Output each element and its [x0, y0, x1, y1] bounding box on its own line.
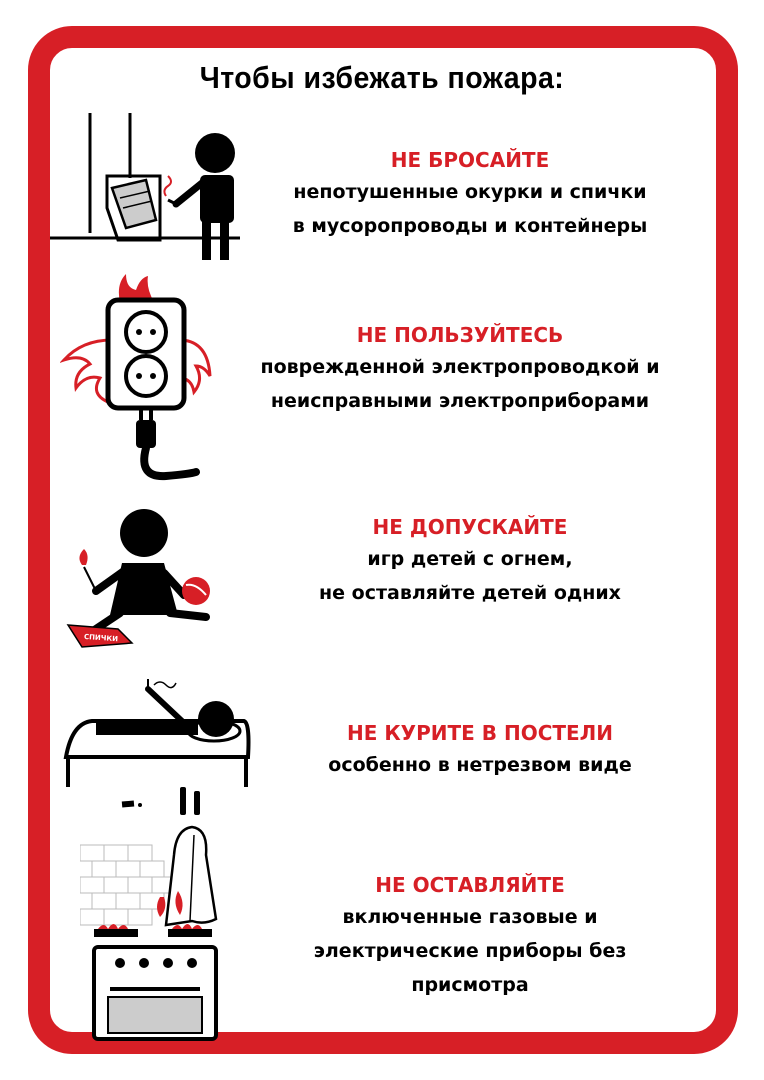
rule-2-text: поврежденной электропроводкой и неисправными электроприборами [260, 356, 660, 412]
rule-2 [225, 320, 695, 418]
socket-fire-icon [60, 270, 220, 490]
rule-1 [250, 145, 690, 243]
rule-5 [260, 870, 680, 1002]
rule-4-text: особенно в нетрезвом виде [328, 754, 632, 776]
matchbox [68, 625, 132, 647]
rule-3-text: игр детей с огнем, не оставляйте детей одних [319, 548, 621, 604]
poster-title: Чтобы избежать пожара: [199, 60, 565, 95]
child-matches-icon [60, 505, 230, 655]
rule-2-heading: НЕ ПОЛЬЗУЙТЕСЬ [356, 323, 564, 347]
rule-4 [260, 718, 700, 782]
rule-4-heading: НЕ КУРИТЕ В ПОСТЕЛИ [346, 721, 614, 745]
rule-3 [260, 512, 680, 610]
bed-smoking-icon [62, 675, 252, 820]
rule-1-text: непотушенные окурки и спички в мусоропроводы и контейнеры [292, 181, 648, 237]
rule-5-text: включенные газовые и электрические приборы без присмотра [313, 906, 627, 996]
rule-3-heading: НЕ ДОПУСКАЙТЕ [372, 515, 568, 539]
rule-5-heading: НЕ ОСТАВЛЯЙТЕ [375, 873, 565, 897]
stove-fire-icon [80, 825, 260, 1045]
rule-1-heading: НЕ БРОСАЙТЕ [390, 148, 550, 172]
matchbox-label: СПИЧКИ [83, 632, 119, 644]
chute-smoking-icon [50, 108, 250, 268]
